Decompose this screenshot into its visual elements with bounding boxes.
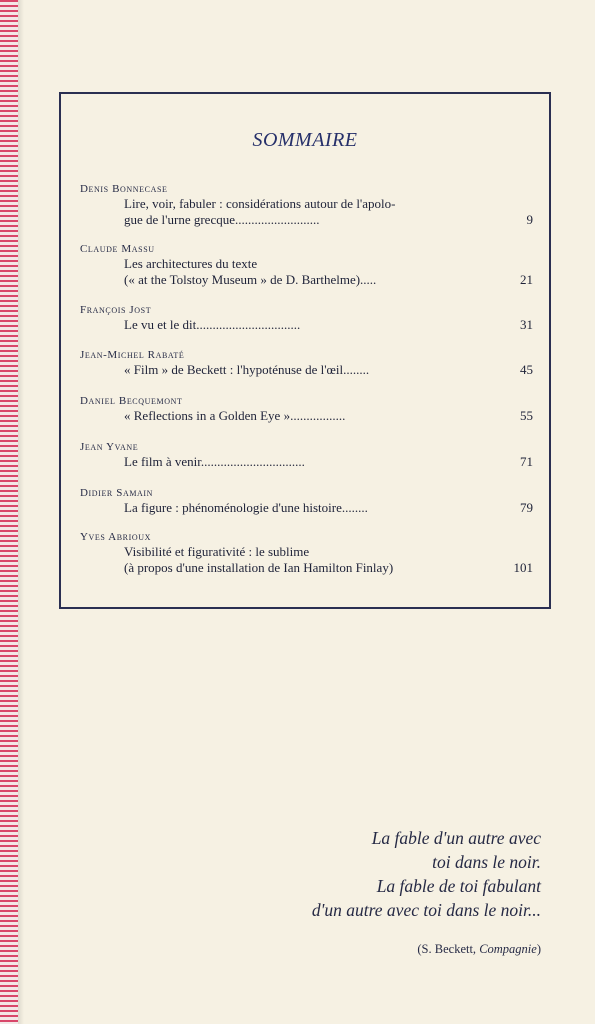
entry-title-line: « Reflections in a Golden Eye »................. [124, 408, 346, 423]
entry-author: François Jost [80, 304, 152, 316]
entry-page-number: 31 [520, 317, 533, 332]
entry-title-line: Le film à venir................................ [124, 454, 305, 469]
epigraph-citation [417, 942, 541, 957]
table-of-contents-box [59, 92, 551, 609]
entry-author: Didier Samain [80, 487, 154, 499]
entry-title-line: Lire, voir, fabuler : considérations autour de l'apolo- [124, 196, 396, 211]
entry-title-line: Visibilité et figurativité : le sublime [124, 544, 310, 559]
entry-page-number: 21 [520, 272, 533, 287]
toc-heading: SOMMAIRE [252, 129, 358, 151]
binding-shadow [18, 0, 24, 1024]
toc-entry [80, 440, 533, 470]
entry-page-number: 55 [520, 408, 533, 423]
epigraph-line: d'un autre avec toi dans le noir... [311, 900, 541, 920]
toc-entry [80, 182, 533, 228]
toc-entry [80, 486, 533, 516]
entry-title-line: « Film » de Beckett : l'hypoténuse de l'œil........ [124, 362, 370, 377]
entry-title-line: (« at the Tolstoy Museum » de D. Barthelme)..... [124, 272, 377, 287]
epigraph-line: toi dans le noir. [432, 852, 541, 872]
entry-author: Jean-Michel Rabaté [80, 349, 185, 361]
epigraph [312, 826, 541, 922]
entry-page-number: 101 [513, 560, 533, 575]
toc-entry [80, 303, 533, 333]
toc-entry [80, 394, 533, 424]
entry-title-line: gue de l'urne grecque.......................... [124, 212, 320, 227]
toc-entry [80, 530, 533, 576]
entry-title-line: Le vu et le dit................................ [124, 317, 301, 332]
citation-work-title: Compagnie [479, 942, 537, 956]
entry-page-number: 79 [520, 500, 533, 515]
entry-author: Yves Abrioux [80, 531, 152, 543]
toc-entry [80, 242, 533, 288]
toc-entry [80, 348, 533, 378]
entry-title-line: La figure : phénoménologie d'une histoire........ [124, 500, 368, 515]
epigraph-line: La fable d'un autre avec [371, 828, 541, 848]
spiral-binding-edge [0, 0, 18, 1024]
entry-page-number: 9 [526, 212, 533, 227]
citation-suffix: ) [536, 942, 541, 956]
entry-author: Daniel Becquemont [80, 395, 183, 407]
citation-prefix: (S. Beckett, [417, 942, 480, 956]
entry-page-number: 71 [520, 454, 533, 469]
entry-author: Claude Massu [80, 243, 155, 255]
entry-author: Jean Yvane [80, 441, 139, 453]
entry-title-line: (à propos d'une installation de Ian Hamilton Finlay) [124, 560, 394, 575]
entry-page-number: 45 [520, 362, 533, 377]
entry-author: Denis Bonnecase [80, 183, 168, 195]
epigraph-line: La fable de toi fabulant [376, 876, 541, 896]
entry-title-line: Les architectures du texte [124, 256, 258, 271]
